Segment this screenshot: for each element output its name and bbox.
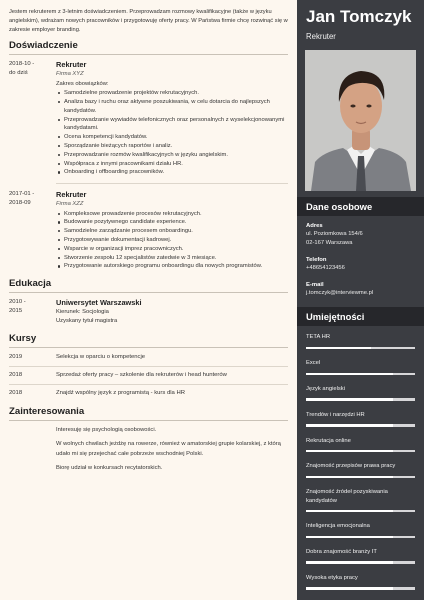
skills-heading: Umiejętności xyxy=(297,307,424,326)
course-name: Znajdź wspólny język z programistą - kurs dla HR xyxy=(56,390,185,397)
course-year: 2019 xyxy=(9,354,23,361)
skill-level-fill xyxy=(306,536,393,538)
skill-item xyxy=(297,574,424,590)
skill-level-fill xyxy=(306,450,393,452)
skill-level-bar xyxy=(306,510,415,512)
education-dates xyxy=(9,298,56,326)
entry-divider xyxy=(56,183,288,184)
job-duties-list xyxy=(56,210,288,272)
skills-list xyxy=(297,333,424,589)
skill-level-bar xyxy=(306,450,415,452)
skill-item xyxy=(297,522,424,538)
job-details xyxy=(56,190,288,271)
skill-level-bar xyxy=(306,424,415,426)
profile-summary: Jestem rekruterem z 3-letnim doświadczeniem. Przeprowadzam rozmowy kwalifikacyjne (także w języku angielskim), wdrażam nowych pracowników i przygotowuję oferty pracy. W Państwa firmie chcę rozwinąć się w zakresie employer branding. xyxy=(9,9,288,33)
course-row xyxy=(9,353,288,362)
education-entry xyxy=(9,298,288,326)
job-company: Firma XYZ xyxy=(56,71,84,78)
personal-data-heading: Dane osobowe xyxy=(297,197,424,216)
list-item: Stworzenie zespołu 12 specjalistów zatedwie w 3 miesiące. xyxy=(56,254,288,263)
skill-level-fill xyxy=(306,587,393,589)
address-label: Adres xyxy=(306,222,323,229)
course-name: Sprzedaż oferty pracy – szkolenie dla rekruterów i head hunterów xyxy=(56,372,227,379)
skill-item xyxy=(297,437,424,453)
skill-item xyxy=(297,385,424,401)
skill-level-bar xyxy=(306,373,415,375)
skill-item xyxy=(297,411,424,427)
education-details xyxy=(56,298,288,326)
list-item: Samodzielne prowadzenie projektów rekrutacyjnych. xyxy=(56,89,288,98)
skill-name: Inteligencja emocjonalna xyxy=(306,523,370,530)
section-divider xyxy=(9,347,288,348)
skill-item xyxy=(297,462,424,478)
skill-level-fill xyxy=(306,398,393,400)
skill-name: Rekrutacja online xyxy=(306,437,351,444)
interest-item: Interesuję się psychologią osobowości. xyxy=(56,426,157,433)
list-item: Przygotowanie autorskiego programu onboardingu dla nowych programistów. xyxy=(56,262,288,271)
job-entry xyxy=(9,60,288,177)
education-degree: Uzyskany tytuł magistra xyxy=(56,318,118,325)
skill-level-fill xyxy=(306,561,393,563)
skill-item xyxy=(297,548,424,564)
candidate-role: Rekruter xyxy=(306,31,336,41)
job-title: Rekruter xyxy=(56,60,87,70)
list-item: Kompleksowe prowadzenie procesów rekrutacyjnych. xyxy=(56,210,288,219)
course-name: Selekcja w oparciu o kompetencje xyxy=(56,354,146,361)
education-date-end: 2015 xyxy=(9,308,23,315)
interest-item: Biorę udział w konkursach recytatorskich. xyxy=(56,464,163,471)
list-item: Przygotowywanie dokumentacji kadrowej. xyxy=(56,236,288,245)
list-item: Analiza bazy i ruchu oraz aktywne poszukiwania, w celu dotarcia do najlepszych kandydatów. xyxy=(56,98,288,116)
section-title-experience: Doświadczenie xyxy=(9,40,78,52)
skill-level-fill xyxy=(306,424,393,426)
skill-name: Trendów i narzędzi HR xyxy=(306,411,365,418)
sidebar xyxy=(297,0,424,600)
section-title-courses: Kursy xyxy=(9,333,37,345)
skill-level-bar xyxy=(306,347,415,349)
skill-level-fill xyxy=(306,373,393,375)
list-item: Budowanie pozytywnego candidate experience. xyxy=(56,218,288,227)
phone-label: Telefon xyxy=(306,256,327,263)
profile-photo xyxy=(305,50,416,191)
skill-name: TETA HR xyxy=(306,334,331,341)
list-item: Wsparcie w organizacji imprez pracowniczych. xyxy=(56,245,288,254)
skill-level-fill xyxy=(306,510,393,512)
skill-level-fill xyxy=(306,476,393,478)
job-date-end: 2018-09 xyxy=(9,200,31,207)
section-title-education: Edukacja xyxy=(9,278,52,290)
candidate-name: Jan Tomczyk xyxy=(306,7,412,26)
course-year: 2018 xyxy=(9,390,23,397)
job-date-end: do dziś xyxy=(9,70,28,77)
skill-name: Znajomość źródeł pozyskiwania kandydatów xyxy=(306,489,388,504)
skill-name: Wysoka etyka pracy xyxy=(306,574,358,581)
list-item: Ocena kompetencji kandydatów. xyxy=(56,133,288,142)
skill-level-fill xyxy=(306,347,371,349)
job-title: Rekruter xyxy=(56,190,87,200)
skill-level-bar xyxy=(306,561,415,563)
list-item: Onboarding i offboarding pracowników. xyxy=(56,168,288,177)
job-details xyxy=(56,60,288,177)
job-duties-list xyxy=(56,89,288,177)
job-intro: Zakres obowiązków: xyxy=(56,80,109,87)
skill-item xyxy=(297,333,424,349)
section-divider xyxy=(9,54,288,55)
skill-item xyxy=(297,488,424,512)
course-row xyxy=(9,371,288,380)
skill-name: Excel xyxy=(306,360,321,367)
skill-level-bar xyxy=(306,536,415,538)
list-item: Przeprowadzanie wywiadów telefonicznych oraz personalnych z wyselekcjonowanymi kandydatami. xyxy=(56,116,288,134)
section-divider xyxy=(9,292,288,293)
job-entry xyxy=(9,190,288,271)
school-name: Uniwersytet Warszawski xyxy=(56,298,142,308)
email-value: j.tomczyk@interviewme.pl xyxy=(306,290,374,297)
skill-name: Język angielski xyxy=(306,385,345,392)
section-title-interests: Zainteresowania xyxy=(9,405,85,417)
skill-name: Znajomość przepisów prawa pracy xyxy=(306,463,396,470)
address-line: 02-167 Warszawa xyxy=(306,239,353,246)
list-item: Współpraca z innymi pracownikami działu HR. xyxy=(56,160,288,169)
entry-divider xyxy=(9,366,288,367)
education-date-start: 2010 - xyxy=(9,299,26,306)
education-field: Kierunek: Socjologia xyxy=(56,308,109,315)
address-line: ul. Poziomkowa 154/6 xyxy=(306,230,363,237)
job-dates xyxy=(9,60,56,177)
phone-value: +48654123456 xyxy=(306,265,345,272)
skill-level-bar xyxy=(306,476,415,478)
job-dates xyxy=(9,190,56,271)
skill-name: Dobra znajomość branży IT xyxy=(306,549,377,556)
course-year: 2018 xyxy=(9,372,23,379)
section-divider xyxy=(9,420,288,421)
skill-level-bar xyxy=(306,587,415,589)
job-date-start: 2018-10 - xyxy=(9,61,35,68)
skill-item xyxy=(297,359,424,375)
list-item: Przeprowadzanie rozmów kwalifikacyjnych w języku angielskim. xyxy=(56,151,288,160)
job-company: Firma XZZ xyxy=(56,200,84,207)
interest-item: W wolnych chwilach jeżdżę na rowerze, również w amatorskiej grupie kolarskiej, z którą udało mi się przejechać całe pobrzeże wschodniej Polski. xyxy=(56,441,281,457)
job-date-start: 2017-01 - xyxy=(9,191,35,198)
list-item: Sporządzanie bieżących raportów i analiz. xyxy=(56,142,288,151)
course-row xyxy=(9,389,288,398)
skill-level-bar xyxy=(306,398,415,400)
entry-divider xyxy=(9,384,288,385)
list-item: Samodzielne zarządzanie procesem onboardingu. xyxy=(56,227,288,236)
email-label: E-mail xyxy=(306,282,324,289)
